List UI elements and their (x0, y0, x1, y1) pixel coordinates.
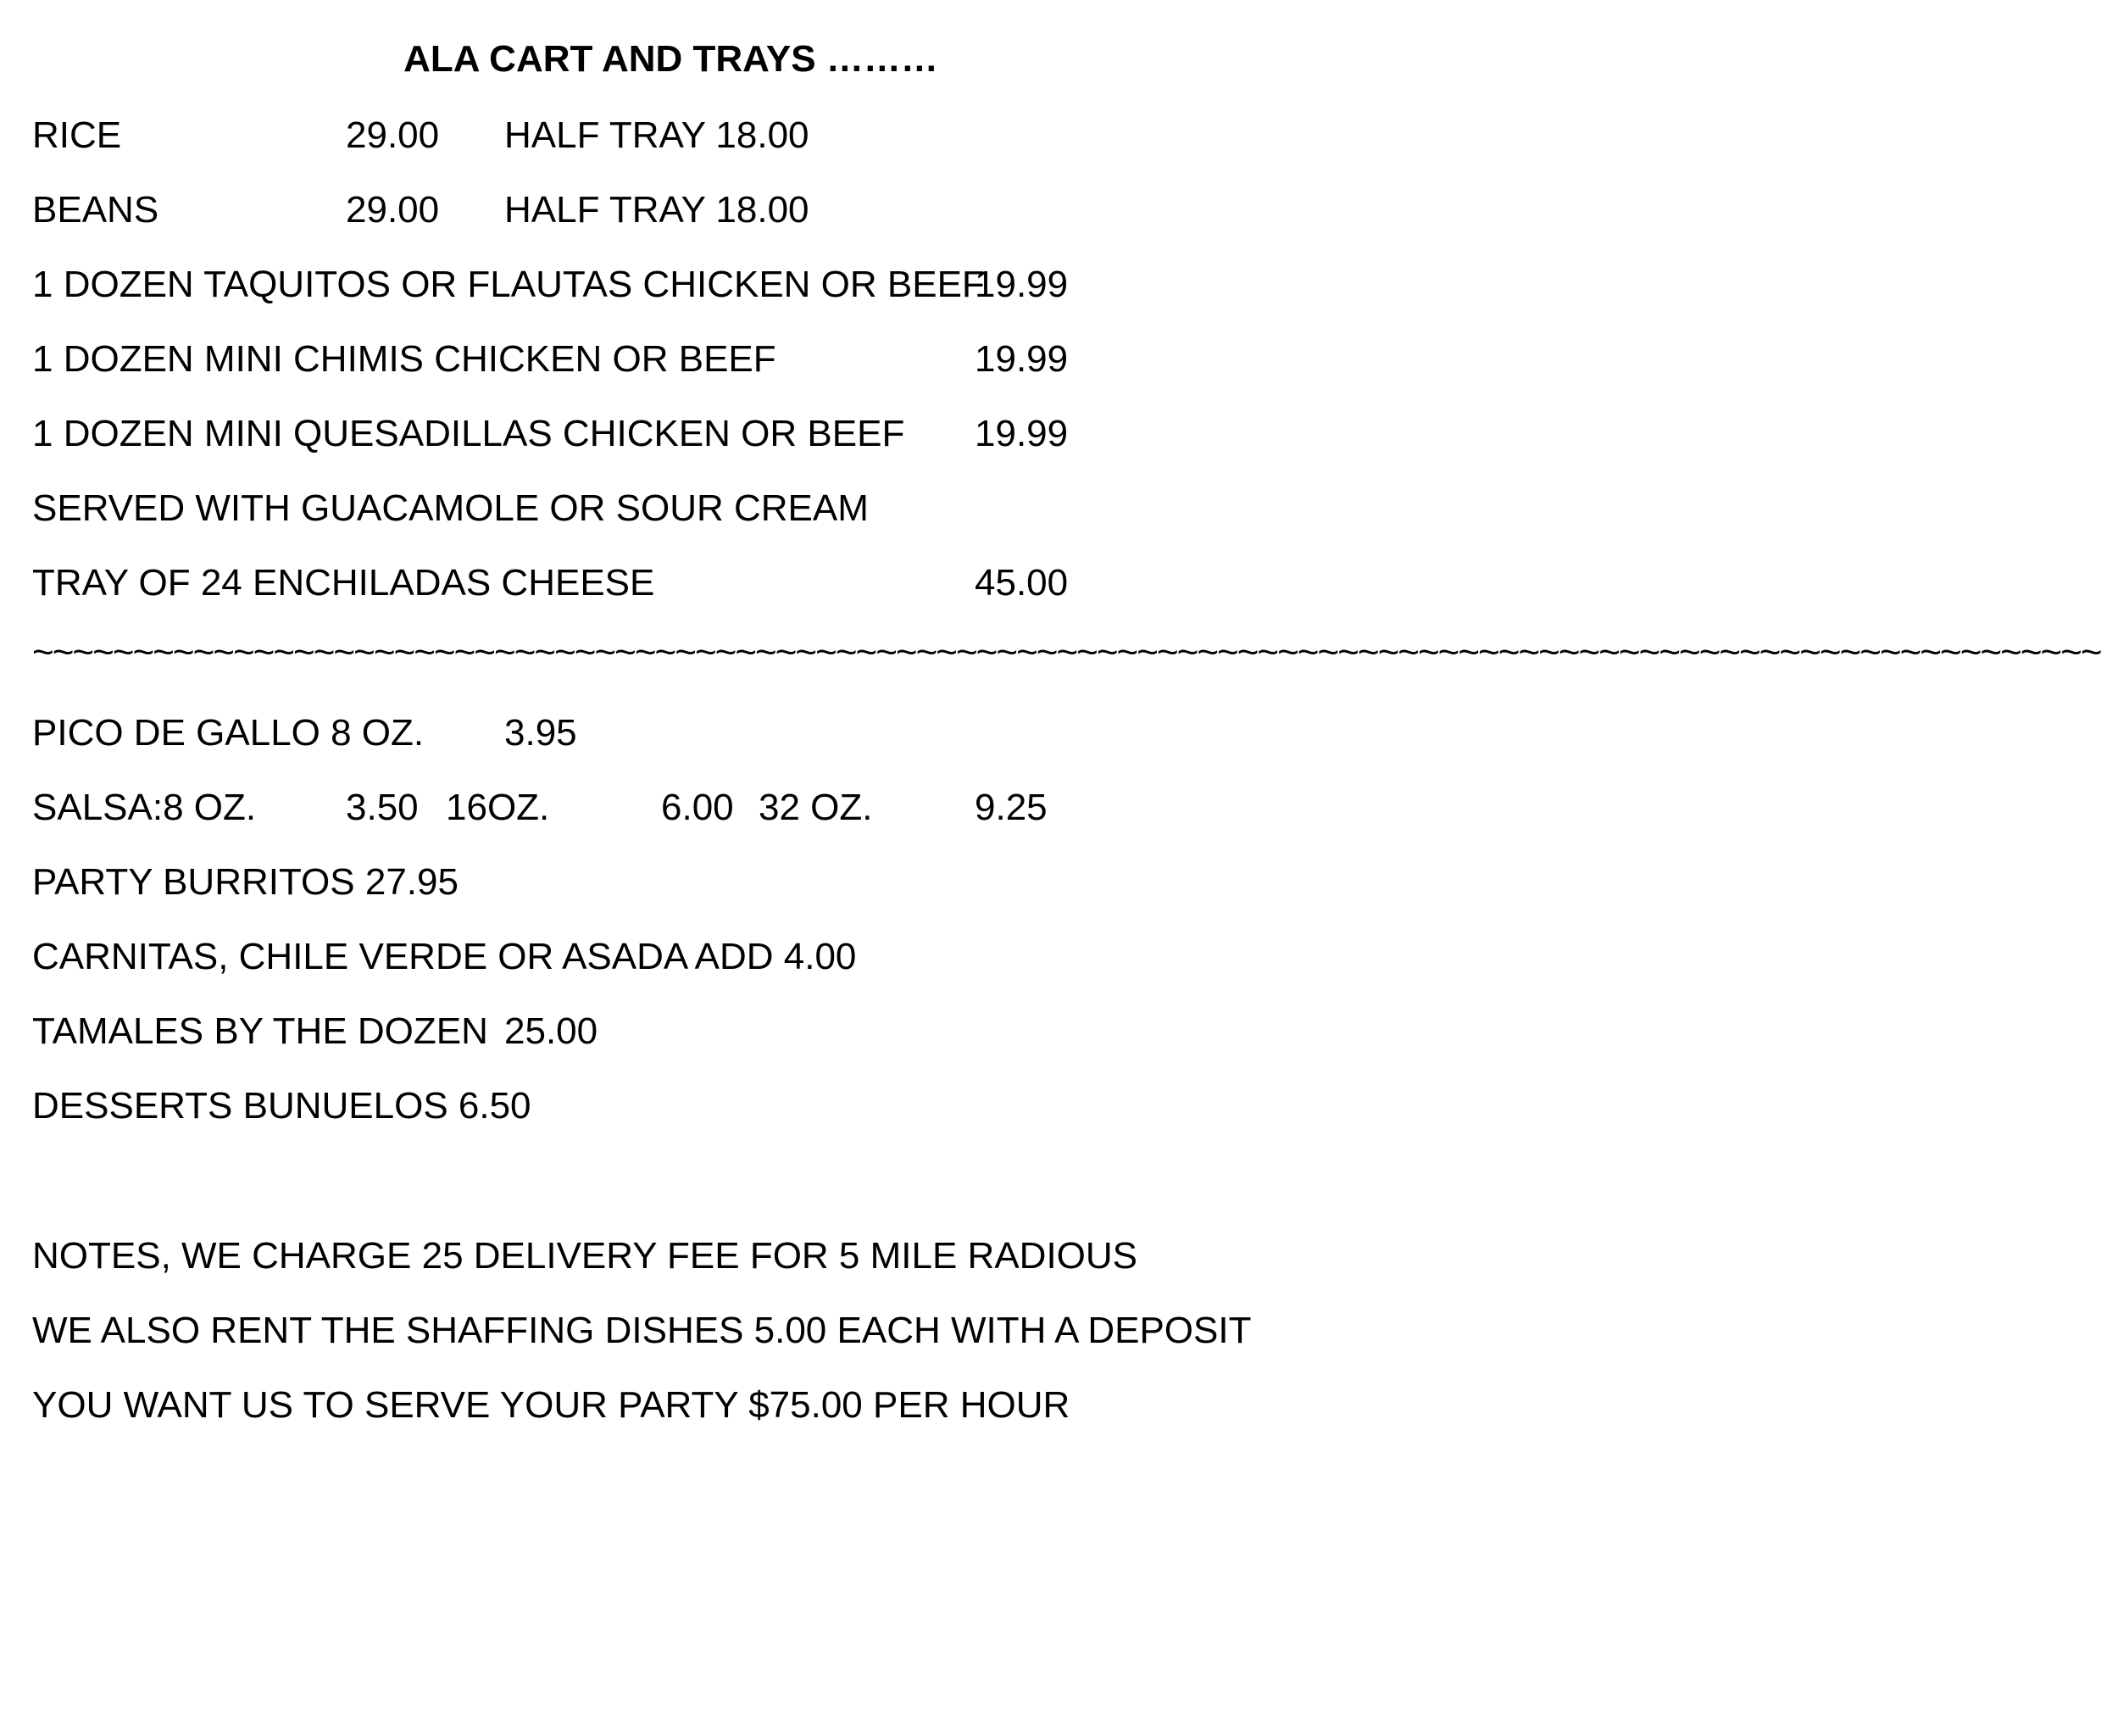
salsa-price-32oz: 9.25 (975, 787, 1048, 828)
menu-row-carnitas (32, 932, 1303, 982)
menu-row-salsa (32, 782, 1303, 833)
note-serve (32, 1380, 1303, 1431)
note-rent (32, 1305, 1303, 1356)
item-name: TRAY OF 24 ENCHILADAS CHEESE (32, 562, 655, 604)
item-half-tray: HALF TRAY 18.00 (504, 114, 809, 156)
menu-row-taquitos (32, 259, 1303, 310)
note-text: NOTES, WE CHARGE 25 DELIVERY FEE FOR 5 MILE RADIOUS (32, 1235, 1138, 1277)
salsa-price-8oz: 3.50 (346, 787, 419, 828)
page-title: ALA CART AND TRAYS ……… (403, 38, 938, 80)
item-name: 1 DOZEN MINI CHIMIS CHICKEN OR BEEF (32, 338, 776, 380)
item-price: 29.00 (346, 114, 440, 156)
item-price: 19.99 (975, 338, 1069, 380)
tilde-divider: ~~~~~~~~~~~~~~~~~~~~~~~~~~~~~~~~~~~~~~~~~~~~~~~~~~~~~~~~~~~~~~~~~~~~~~~~~~~~~~~~~~~~~~~~~~~~~~~~~~~~~~~ (32, 632, 2101, 673)
salsa-size-16oz: 16OZ. (446, 787, 550, 828)
menu-row-rice (32, 110, 1303, 161)
salsa-size-8oz: SALSA:8 OZ. (32, 787, 257, 828)
item-name: PARTY BURRITOS 27.95 (32, 861, 459, 903)
menu-row-enchiladas (32, 558, 1303, 609)
item-price: 29.00 (346, 189, 440, 231)
item-name: BEANS (32, 189, 159, 231)
item-name: 1 DOZEN TAQUITOS OR FLAUTAS CHICKEN OR BEEF (32, 264, 985, 305)
menu-row-pico (32, 708, 1303, 759)
menu-row-desserts (32, 1081, 1303, 1132)
menu-row-quesadillas (32, 409, 1303, 459)
item-note: SERVED WITH GUACAMOLE OR SOUR CREAM (32, 487, 869, 529)
item-name: PICO DE GALLO 8 OZ. (32, 712, 425, 754)
item-name: DESSERTS BUNUELOS 6.50 (32, 1085, 531, 1127)
menu-row-tamales (32, 1006, 1303, 1057)
item-name: CARNITAS, CHILE VERDE OR ASADA ADD 4.00 (32, 936, 857, 977)
menu-row-served-with (32, 483, 1303, 534)
note-delivery (32, 1231, 1303, 1282)
item-price: 45.00 (975, 562, 1069, 604)
item-half-tray: HALF TRAY 18.00 (504, 189, 809, 231)
item-price: 19.99 (975, 413, 1069, 454)
item-price: 25.00 (504, 1010, 598, 1052)
menu-row-beans (32, 185, 1303, 236)
salsa-price-16oz: 6.00 (661, 787, 734, 828)
item-price: 19.99 (975, 264, 1069, 305)
item-price: 3.95 (504, 712, 577, 754)
item-name: TAMALES BY THE DOZEN (32, 1010, 488, 1052)
note-text: WE ALSO RENT THE SHAFFING DISHES 5.00 EACH WITH A DEPOSIT (32, 1310, 1252, 1351)
item-name: 1 DOZEN MINI QUESADILLAS CHICKEN OR BEEF (32, 413, 905, 454)
note-text: YOU WANT US TO SERVE YOUR PARTY $75.00 PER HOUR (32, 1384, 1070, 1426)
menu-row-chimis (32, 334, 1303, 385)
item-name: RICE (32, 114, 122, 156)
menu-row-party-burritos (32, 857, 1303, 908)
salsa-size-32oz: 32 OZ. (759, 787, 873, 828)
